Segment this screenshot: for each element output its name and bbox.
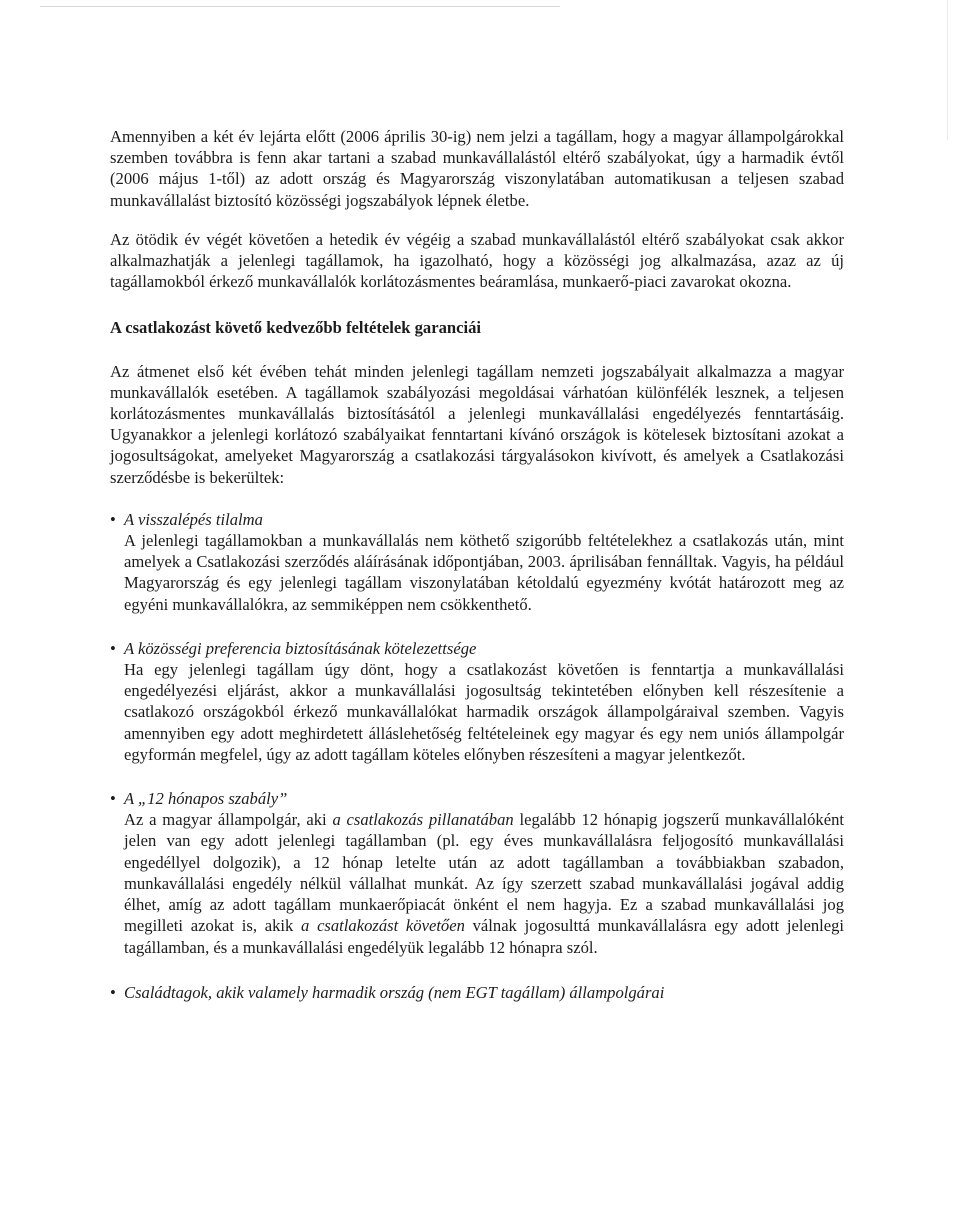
paragraph-intro: Az átmenet első két évében tehát minden jelenlegi tagállam nemzeti jogszabályait alkalmazza a magyar munkavállalók esetében. A tagállamok szabályozási megoldásai várhatóan különfélék lesznek, a teljesen korlátozásmentes munkavállalás biztosításától a jelenlegi munkavállalási engedélyezés fenntartásáig. Ugyanakkor a jelenlegi korlátozó szabályaikat fenntartani kívánó országok is kötelesek biztosítani azokat a jogosultságokat, amelyeket Magyarország a csatlakozási tárgyalásokon kivívott, és amelyek a Csatlakozási szerződésbe is bekerültek: — [110, 361, 844, 487]
bullet-dot-icon: • — [110, 509, 116, 529]
bullet-body: A jelenlegi tagállamokban a munkavállalás nem köthető szigorúbb feltételekhez a csatlakozás után, mint amelyek a Csatlakozási szerződés aláírásának időpontjában, 2003. áprilisában fennálltak. Vagyis, ha például Magyarország és egy jelenlegi tagállam viszonylatában kétoldalú egyezmény kvótát határozott meg az egyéni munkavállalókra, az semmiképpen nem csökkenthető. — [124, 531, 844, 614]
bullet-body-emphasis: a csatlakozás pillanatában — [332, 810, 514, 830]
bullet-dot-icon: • — [110, 789, 116, 809]
bullet-no-regression — [110, 509, 844, 615]
section-heading: A csatlakozást követő kedvezőbb feltételek garanciái — [110, 318, 482, 338]
paragraph-fifth-year: Az ötödik év végét követően a hetedik év végéig a szabad munkavállalástól eltérő szabályokat csak akkor alkalmazhatják a jelenlegi tagállamok, ha igazolható, hogy a közösségi jog alkalmazása, azaz az új tagállamokból érkező munkavállalók korlátozásmentes beáramlása, munkaerő-piaci zavarokat okozna. — [110, 229, 844, 292]
bullet-dot-icon: • — [110, 982, 116, 1002]
bullet-body — [124, 809, 844, 957]
bullet-community-preference — [110, 638, 844, 765]
paragraph-transition-deadline: Amennyiben a két év lejárta előtt (2006 április 30-ig) nem jelzi a tagállam, hogy a magyar állampolgárokkal szemben továbbra is fenn akar tartani a szabad munkavállalástól eltérő szabályokat, úgy a harmadik évtől (2006 május 1-től) az adott ország és Magyarország viszonylatában automatikusan a teljesen szabad munkavállalást biztosító közösségi jogszabályok lépnek életbe. — [110, 127, 844, 210]
bullet-body-text: válnak jogosulttá munkavállalásra egy adott jelenlegi tagállamban, és a munkavállalási engedélyük legalább 12 hónapra szól. — [124, 916, 844, 957]
document-body — [110, 126, 844, 1003]
bullet-title: A közösségi preferencia biztosításának kötelezettsége — [124, 638, 477, 658]
bullet-body: Ha egy jelenlegi tagállam úgy dönt, hogy a csatlakozást követően is fenntartja a munkavállalási engedélyezési eljárást, akkor a munkavállalási jogosultság tekintetében előnyben kell részesítenie a csatlakozó országokból érkező munkavállalókat harmadik országok állampolgáraival szemben. Vagyis amennyiben egy adott meghirdetett álláslehetőség feltételeinek egy magyar és egy nem uniós állampolgár egyformán megfelel, úgy az adott tagállam köteles előnyben részesíteni a magyar jelentkezőt. — [124, 660, 844, 764]
bullet-body-text: legalább 12 hónapig jogszerű munkavállalóként jelen van egy adott jelenlegi tagállamban (pl. egy éves munkavállalásra feljogosító munkavállalási engedéllyel dolgozik), a 12 hónap letelte után az adott tagállamban a továbbiakban szabadon, munkavállalási engedély nélkül vállalhat munkát. Az így szerzett szabad munkavállalási jogával addig élhet, amíg az adott tagállam munkaerőpiacát önként el nem hagyja. Ez a szabad munkavállalási jog megilleti azokat is, akik — [124, 810, 845, 936]
bullet-12-month-rule — [110, 788, 844, 958]
bullet-family-members — [110, 982, 844, 1003]
scan-artifact-edge — [947, 0, 948, 140]
bullet-title: A visszalépés tilalma — [124, 509, 263, 529]
bullet-title: A „12 hónapos szabály” — [124, 789, 288, 809]
bullet-title: Családtagok, akik valamely harmadik ország (nem EGT tagállam) állampolgárai — [124, 982, 665, 1002]
bullet-body-text: Az a magyar állampolgár, aki — [124, 810, 333, 830]
scan-artifact-line — [40, 6, 560, 7]
bullet-dot-icon: • — [110, 638, 116, 658]
bullet-body-emphasis: a csatlakozást követően — [301, 916, 465, 936]
